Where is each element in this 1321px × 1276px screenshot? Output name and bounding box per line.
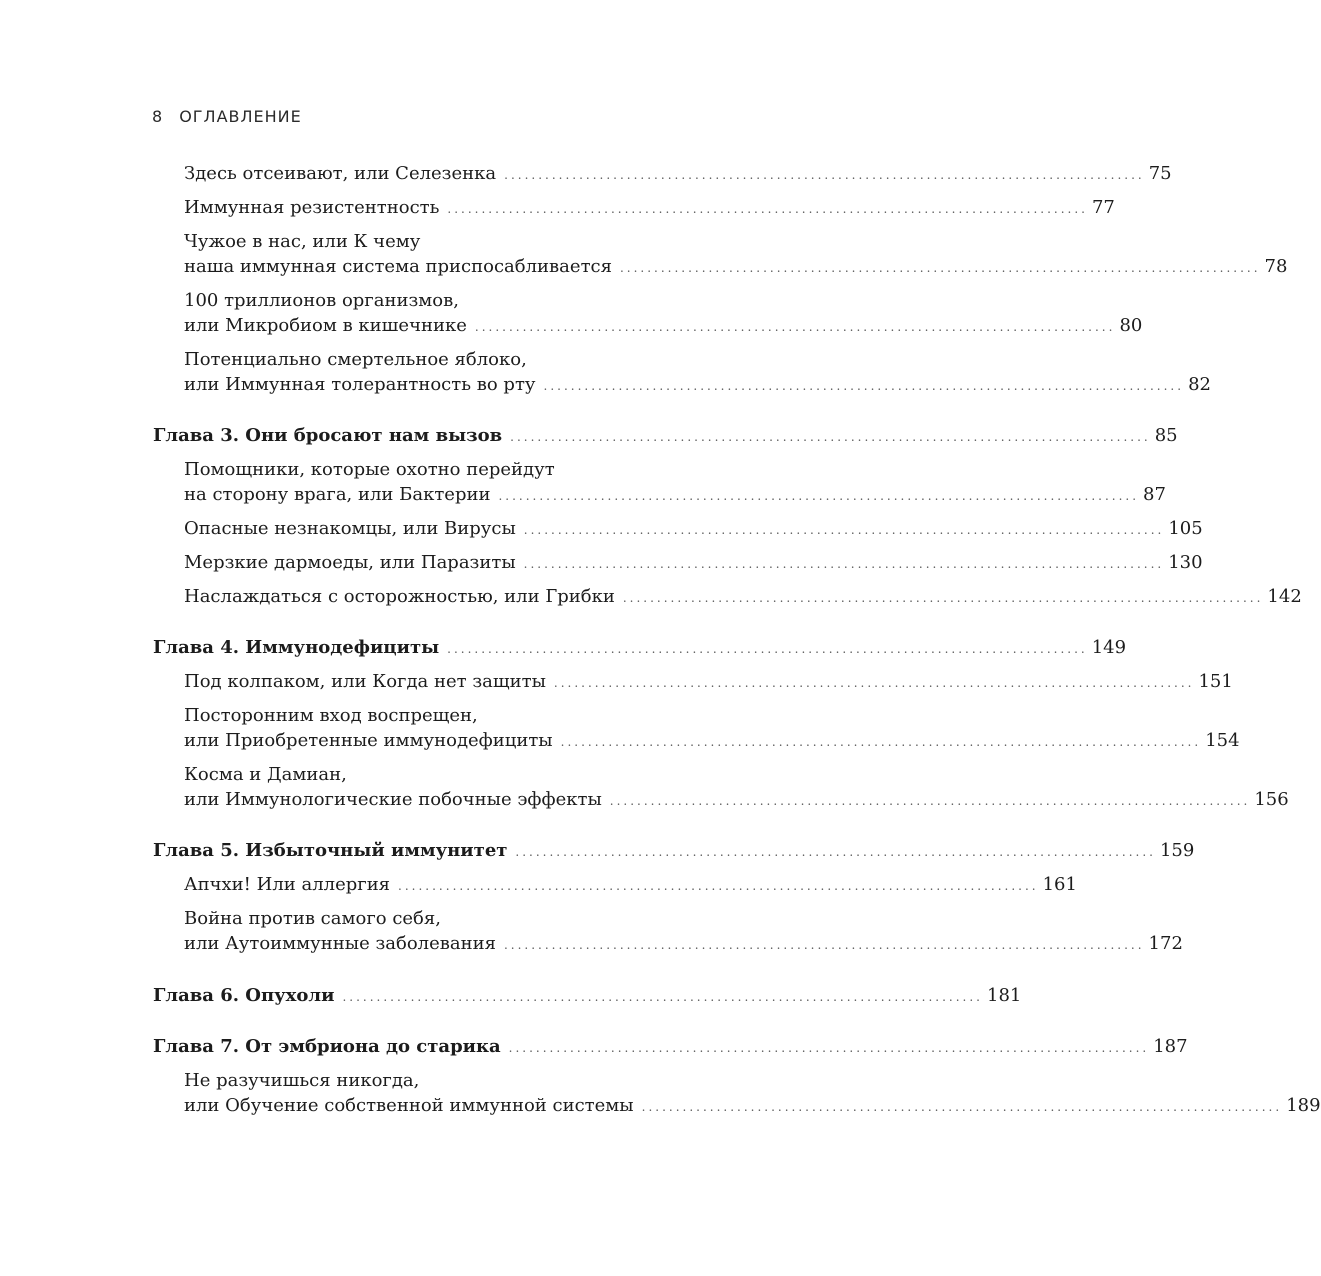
toc-entry-autoimmune[interactable] [184, 906, 1183, 958]
dot-leader: .............................................................................................. [447, 642, 1088, 656]
dot-leader: .............................................................................................. [474, 320, 1116, 334]
dot-leader: .............................................................................................. [504, 168, 1145, 182]
entry-page: 80 [1119, 315, 1143, 336]
entry-page: 75 [1148, 163, 1172, 184]
chapter-title: Глава 5. Избыточный иммунитет [153, 840, 508, 861]
entry-title-line1: 100 триллионов организмов, [184, 290, 459, 311]
dot-leader: .............................................................................................. [447, 202, 1088, 216]
entry-title-line1: Война против самого себя, [184, 908, 441, 929]
header-page-number: 8 [152, 107, 164, 126]
toc-entry-viruses[interactable] [184, 516, 1203, 543]
toc-entry-immune-training[interactable] [184, 1068, 1321, 1120]
entry-title: Под колпаком, или Когда нет защиты [184, 671, 546, 692]
entry-title: Мерзкие дармоеды, или Паразиты [184, 552, 516, 573]
entry-page: 85 [1154, 425, 1178, 446]
entry-title-line2: или Аутоиммунные заболевания [184, 933, 496, 954]
entry-title-line2: или Микробиом в кишечнике [184, 315, 467, 336]
dot-leader: .............................................................................................. [609, 794, 1251, 808]
dot-leader: .............................................................................................. [342, 990, 983, 1004]
entry-page: 105 [1168, 518, 1203, 539]
toc-entry-no-protection[interactable] [184, 669, 1233, 696]
toc-entry-immune-resistance[interactable] [184, 195, 1115, 222]
dot-leader: .............................................................................................. [622, 591, 1264, 605]
entry-page: 77 [1091, 197, 1115, 218]
entry-page: 78 [1264, 256, 1288, 277]
entry-title-line2: на сторону врага, или Бактерии [184, 484, 491, 505]
entry-page: 172 [1148, 933, 1183, 954]
dot-leader: .............................................................................................. [553, 676, 1195, 690]
dot-leader: .............................................................................................. [515, 845, 1156, 859]
entry-page: 149 [1091, 637, 1127, 658]
entry-page: 154 [1205, 730, 1240, 751]
toc-chapter-3[interactable] [153, 423, 1178, 450]
entry-title-line2: или Приобретенные иммунодефициты [184, 730, 553, 751]
toc-chapter-7[interactable] [153, 1034, 1188, 1061]
entry-page: 161 [1042, 874, 1077, 895]
entry-title: Иммунная резистентность [184, 197, 440, 218]
dot-leader: .............................................................................................. [498, 489, 1140, 503]
toc-entry-bacteria[interactable] [184, 457, 1166, 509]
entry-title-line1: Чужое в нас, или К чему [184, 231, 421, 252]
toc-entry-spleen[interactable] [184, 161, 1172, 188]
entry-title-line2: или Обучение собственной иммунной системы [184, 1095, 634, 1116]
dot-leader: .............................................................................................. [523, 523, 1165, 537]
toc-entry-parasites[interactable] [184, 550, 1203, 577]
toc-chapter-4[interactable] [153, 635, 1127, 662]
chapter-title: Глава 7. От эмбриона до старика [153, 1036, 501, 1057]
dot-leader: .............................................................................................. [641, 1100, 1283, 1114]
entry-page: 142 [1267, 586, 1302, 607]
entry-title-line1: Не разучишься никогда, [184, 1070, 420, 1091]
toc-entry-allergy[interactable] [184, 872, 1077, 899]
entry-title-line1: Потенциально смертельное яблоко, [184, 349, 527, 370]
entry-title-line2: или Иммунологические побочные эффекты [184, 789, 602, 810]
entry-page: 130 [1168, 552, 1203, 573]
dot-leader: .............................................................................................. [508, 1041, 1150, 1055]
entry-page: 87 [1143, 484, 1166, 505]
entry-title-line1: Косма и Дамиан, [184, 764, 347, 785]
entry-title-line1: Посторонним вход воспрещен, [184, 705, 478, 726]
entry-title-line1: Помощники, которые охотно перейдут [184, 459, 555, 480]
entry-page: 82 [1188, 374, 1211, 395]
entry-title: Опасные незнакомцы, или Вирусы [184, 518, 516, 539]
entry-title-line2: наша иммунная система приспосабливается [184, 256, 612, 277]
entry-title: Здесь отсеивают, или Селезенка [184, 163, 497, 184]
dot-leader: .............................................................................................. [523, 557, 1165, 571]
entry-title-line2: или Иммунная толерантность во рту [184, 374, 536, 395]
toc-entry-side-effects[interactable] [184, 762, 1289, 814]
header-title: ОГЛАВЛЕНИЕ [179, 107, 302, 126]
toc-entry-microbiome[interactable] [184, 288, 1143, 340]
chapter-title: Глава 6. Опухоли [153, 985, 335, 1006]
entry-page: 181 [987, 985, 1022, 1006]
entry-title: Апчхи! Или аллергия [184, 874, 391, 895]
entry-page: 159 [1159, 840, 1195, 861]
chapter-title: Глава 4. Иммунодефициты [153, 637, 440, 658]
toc-entry-acquired-immunodeficiency[interactable] [184, 703, 1240, 755]
entry-page: 189 [1286, 1095, 1321, 1116]
dot-leader: .............................................................................................. [510, 430, 1151, 444]
toc-entry-fungi[interactable] [184, 584, 1302, 611]
dot-leader: .............................................................................................. [560, 735, 1202, 749]
dot-leader: .............................................................................................. [398, 879, 1039, 893]
toc-entry-oral-tolerance[interactable] [184, 347, 1211, 399]
dot-leader: .............................................................................................. [503, 938, 1145, 952]
dot-leader: .............................................................................................. [543, 379, 1185, 393]
chapter-title: Глава 3. Они бросают нам вызов [153, 425, 503, 446]
dot-leader: .............................................................................................. [619, 261, 1261, 275]
toc-chapter-5[interactable] [153, 838, 1195, 865]
toc-entry-adaptation[interactable] [184, 229, 1288, 281]
toc-chapter-6[interactable] [153, 983, 1022, 1010]
entry-title: Наслаждаться с осторожностью, или Грибки [184, 586, 615, 607]
entry-page: 156 [1254, 789, 1289, 810]
entry-page: 151 [1198, 671, 1233, 692]
entry-page: 187 [1153, 1036, 1188, 1057]
